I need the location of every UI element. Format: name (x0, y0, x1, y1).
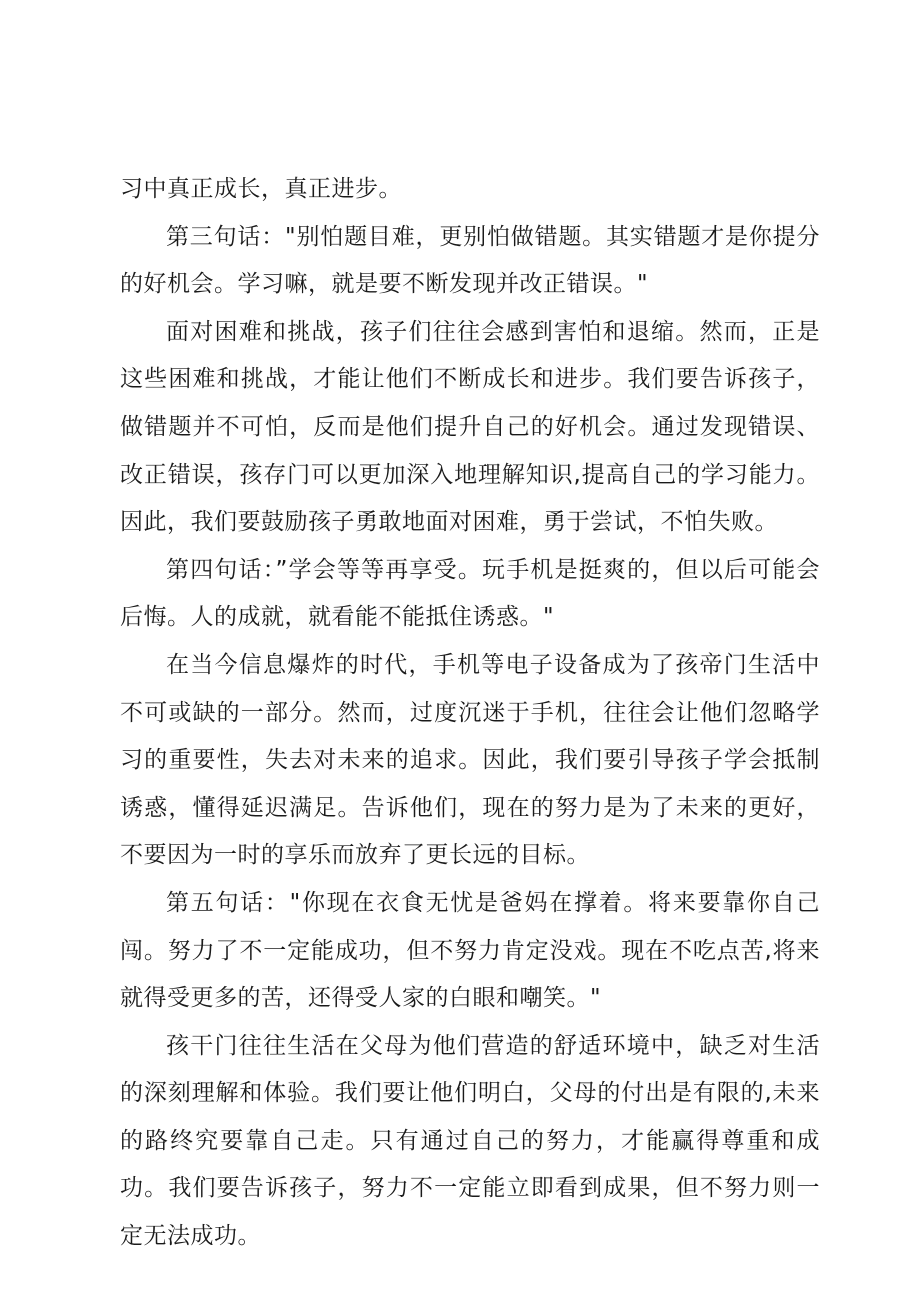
paragraph-explanation-five: 孩干门往往生活在父母为他们营造的舒适环境中，缺乏对生活的深刻理解和体验。我们要让他们明白，父母的付出是有限的,未来的路终究要靠自己走。只有通过自己的努力，才能赢得尊重和成功。我们要告诉孩子，努力不一定能立即看到成果，但不努力则一定无法成功。 (120, 1032, 820, 1250)
paragraph-quote-five: 第五句话："你现在衣食无忧是爸妈在撑着。将来要靠你自己闯。努力了不一定能成功，但不努力肯定没戏。现在不吃点苦,将来就得受更多的苦，还得受人家的白眼和嘲笑。" (120, 889, 820, 1012)
paragraph-quote-four: 第四句话：”学会等等再享受。玩手机是挺爽的，但以后可能会后悔。人的成就，就看能不能抵住诱惑。" (120, 556, 820, 631)
paragraph-quote-three: 第三句话："别怕题目难，更别怕做错题。其实错题才是你提分的好机会。学习嘛，就是要不断发现并改正错误。" (120, 223, 820, 298)
paragraph-continuation: 习中真正成长，真正进步。 (120, 176, 402, 202)
paragraph-explanation-four: 在当今信息爆炸的时代，手机等电子设备成为了孩帝门生活中不可或缺的一部分。然而，过度沉迷于手机，往往会让他们忽略学习的重要性，失去对未来的追求。因此，我们要引导孩子学会抵制诱惑，懂得延迟满足。告诉他们，现在的努力是为了未来的更好，不要因为一时的享乐而放弃了更长远的目标。 (120, 651, 820, 869)
document-body (120, 166, 820, 1261)
paragraph-explanation-three: 面对困难和挑战，孩子们往往会感到害怕和退缩。然而，正是这些困难和挑战，才能让他们不断成长和进步。我们要告诉孩子，做错题并不可怕，反而是他们提升自己的好机会。通过发现错误、改正错误，孩存门可以更加深入地理解知识,提高自己的学习能力。因此，我们要鼓励孩子勇敢地面对困难，勇于尝试，不怕失败。 (120, 318, 820, 536)
